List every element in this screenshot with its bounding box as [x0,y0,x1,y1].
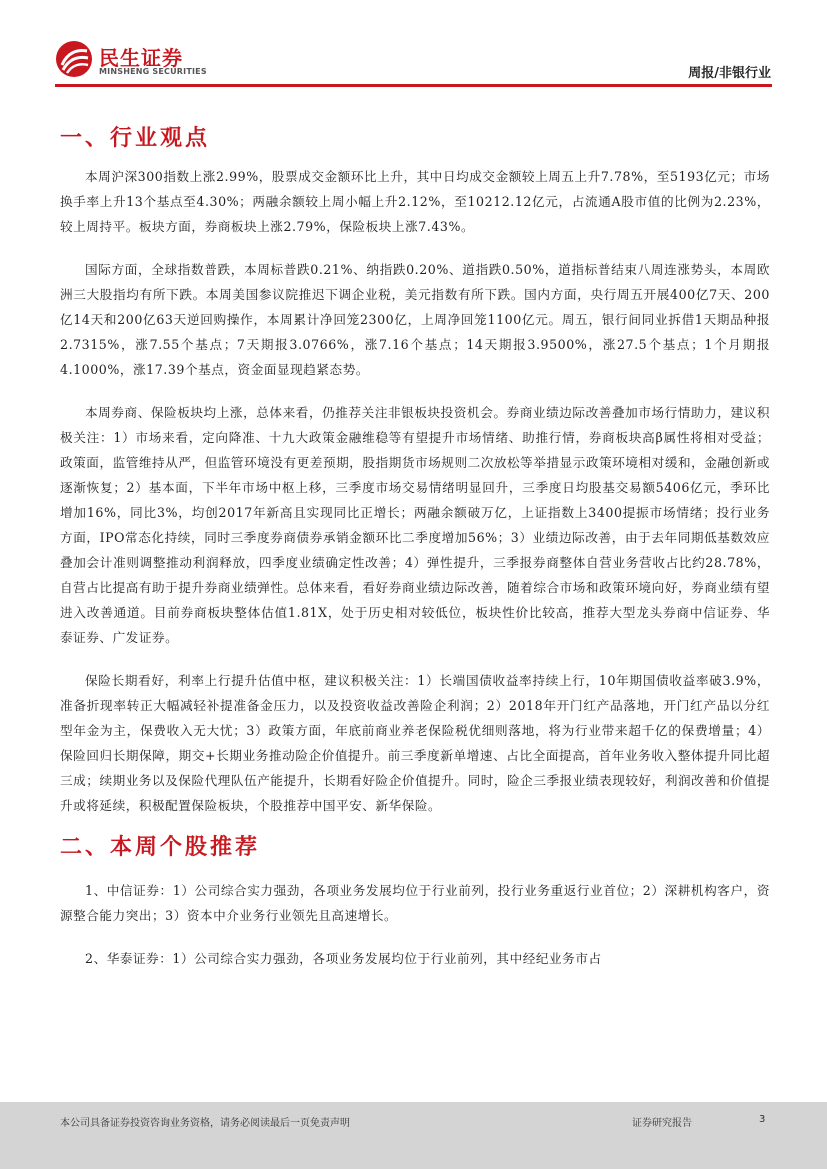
paragraph-international: 国际方面，全球指数普跌，本周标普跌0.21%、纳指跌0.20%、道指跌0.50%，道指标普结束八周连涨势头，本周欧洲三大股指均有所下跌。本周美国参议院推迟下调企业税，美元指数有所下跌。国内方面，央行周五开展400亿7天、200亿14天和200亿63天逆回购操作，本周累计净回笼2300亿，上周净回笼1100亿元。周五，银行间同业拆借1天期品种报2.7315%，涨7.55个基点；7天期报3.0766%，涨7.16个基点；14天期报3.9500%，涨27.5个基点；1个月期报4.1000%，涨17.39个基点，资金面显现趋紧态势。 [60,262,770,377]
page-footer [0,1102,827,1169]
logo-english-name: MINSHENG SECURITIES [99,67,207,76]
page-number: 3 [759,1114,766,1125]
paragraph-market-summary: 本周沪深300指数上涨2.99%，股票成交金额环比上升，其中日均成交金额较上周五上升7.78%，至5193亿元；市场换手率上升13个基点至4.30%；两融余额较上周小幅上升2.12%，至10212.12亿元，占流通A股市值的比例为2.23%，较上周持平。板块方面，券商板块上涨2.79%，保险板块上涨7.43%。 [60,169,770,234]
minsheng-logo-icon [55,40,93,78]
paragraph-insurance: 保险长期看好，利率上行提升估值中枢，建议积极关注：1）长端国债收益率持续上行，10年期国债收益率破3.9%，准备折现率转正大幅减轻补提准备金压力，以及投资收益改善险企利润；2）2018年开门红产品落地，开门红产品以分红型年金为主，保费收入无大忧；3）政策方面，年底前商业养老保险税优细则落地，将为行业带来超千亿的保费增量；4）保险回归长期保障，期交+长期业务推动险企价值提升。前三季度新单增速、占比全面提高，首年业务收入整体提升同比超三成；续期业务以及保险代理队伍产能提升，长期看好险企价值提升。同时，险企三季报业绩表现较好，利润改善和价值提升或将延续，积极配置保险板块，个股推荐中国平安、新华保险。 [60,673,770,813]
footer-report-label: 证券研究报告 [632,1118,692,1129]
section-title-stock-picks: 二、本周个股推荐 [60,835,261,860]
report-type-label: 周报/非银行业 [688,66,771,81]
paragraph-huatai: 2、华泰证券：1）公司综合实力强劲，各项业务发展均位于行业前列，其中经纪业务市占 [85,951,602,966]
footer-disclaimer: 本公司具备证券投资咨询业务资格，请务必阅读最后一页免责声明 [60,1118,350,1129]
paragraph-brokerage: 本周券商、保险板块均上涨，总体来看，仍推荐关注非银板块投资机会。券商业绩边际改善叠加市场行情助力，建议积极关注：1）市场来看，定向降准、十九大政策金融维稳等有望提升市场情绪、助推行情，券商板块高β属性将相对受益；政策面，监管维持从严，但监管环境没有更差预期，股指期货市场规则二次放松等举措显示政策环境相对缓和，金融创新或逐渐恢复；2）基本面，下半年市场中枢上移，三季度市场交易情绪明显回升，三季度日均股基交易额5406亿元，季环比增加16%，同比3%，均创2017年新高且实现同比正增长；两融余额破万亿，上证指数上3400提振市场情绪；投行业务方面，IPO常态化持续，同时三季度券商债券承销金额环比二季度增加56%；3）业绩边际改善，由于去年同期低基数效应叠加会计准则调整推动利润释放，四季度业绩确定性改善；4）弹性提升，三季报券商整体自营业务营收占比约28.78%，自营占比提高有助于提升券商业绩弹性。总体来看，看好券商业绩边际改善，随着综合市场和政策环境向好，券商业绩有望进入改善通道。目前券商板块整体估值1.81X，处于历史相对较低位，板块性价比较高，推荐大型龙头券商中信证券、华泰证券、广发证券。 [60,405,770,645]
report-body [60,121,770,989]
company-logo [55,40,205,80]
section-title-industry-view: 一、行业观点 [60,126,211,151]
header-divider [55,84,772,87]
paragraph-citic: 1、中信证券：1）公司综合实力强劲，各项业务发展均位于行业前列，投行业务重返行业首位；2）深耕机构客户，资源整合能力突出；3）资本中介业务行业领先且高速增长。 [60,883,770,923]
logo-chinese-name: 民生证券 [99,46,183,70]
page-header [0,0,827,90]
